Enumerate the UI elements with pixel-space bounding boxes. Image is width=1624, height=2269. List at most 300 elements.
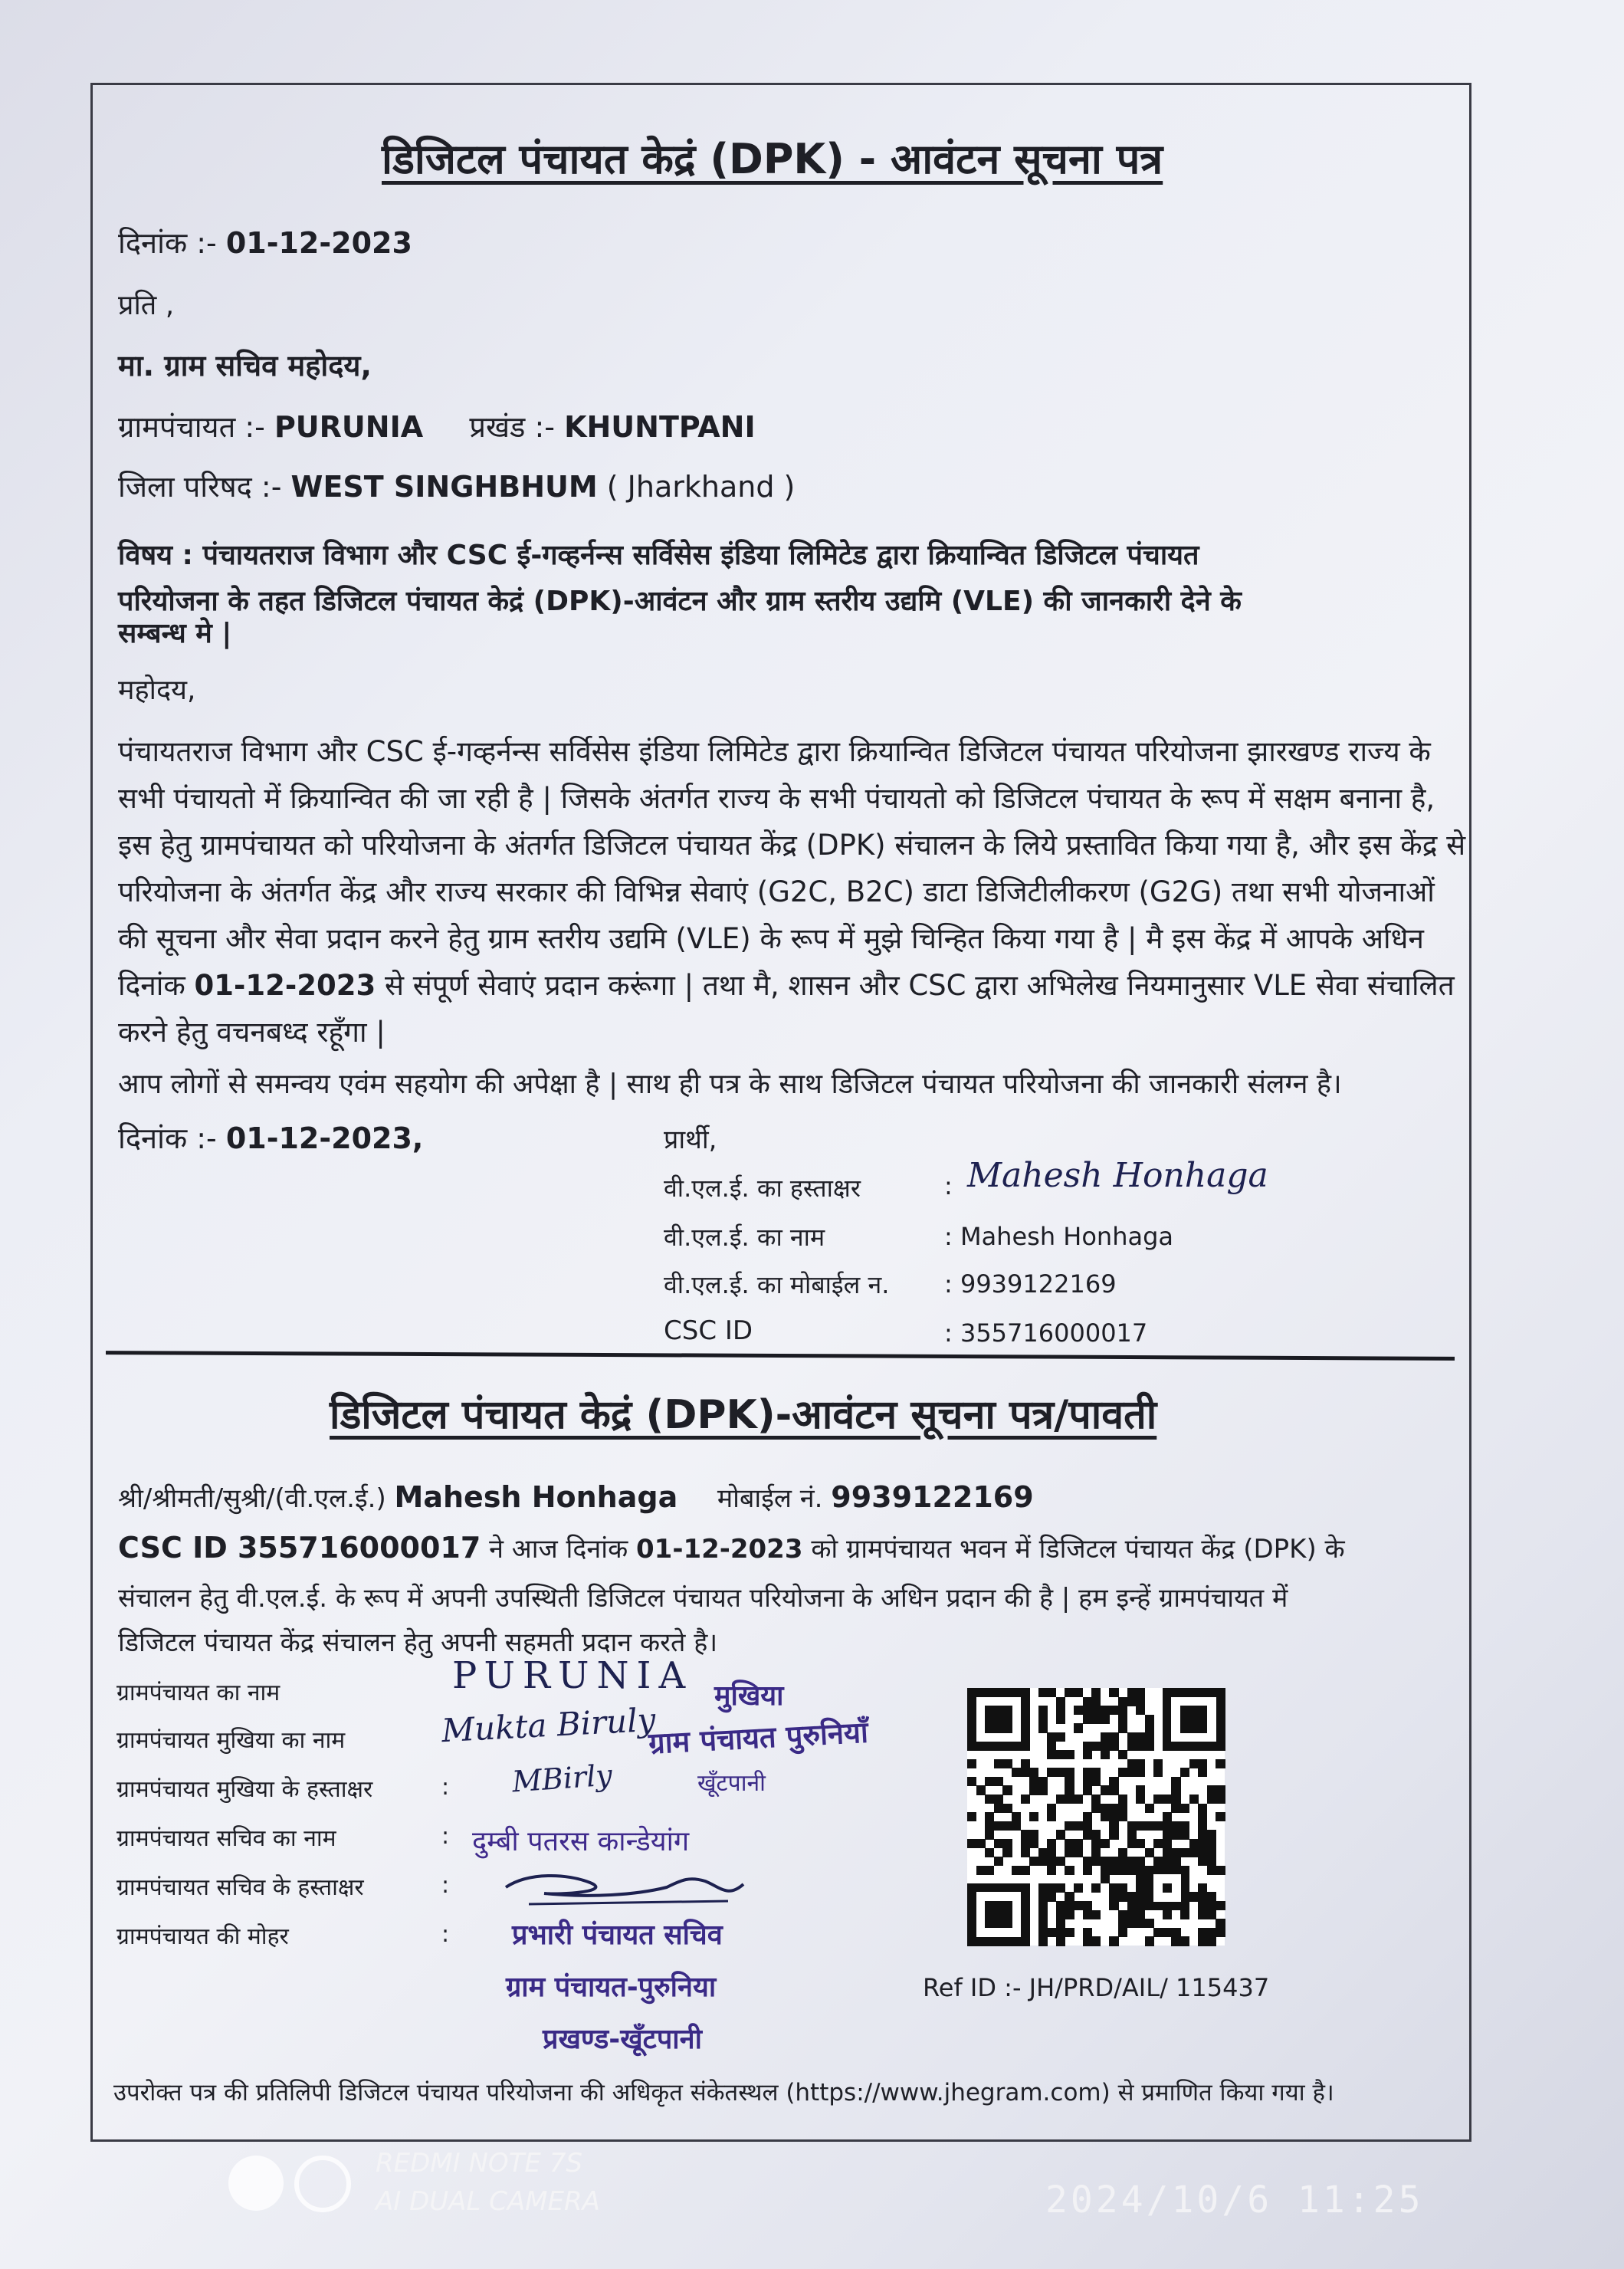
qr-module xyxy=(967,1759,976,1768)
qr-module xyxy=(1136,1697,1145,1706)
vle-mobile-value: : 9939122169 xyxy=(944,1269,1117,1299)
qr-module xyxy=(1163,1848,1172,1857)
qr-module xyxy=(985,1821,994,1831)
field-label-secretary-signature: ग्रामपंचायत सचिव के हस्ताक्षर xyxy=(116,1874,364,1901)
qr-module xyxy=(1198,1910,1207,1919)
qr-module xyxy=(1136,1768,1145,1777)
qr-module xyxy=(1109,1706,1118,1715)
qr-module xyxy=(1101,1750,1110,1759)
qr-module xyxy=(1056,1732,1065,1742)
qr-module xyxy=(1118,1866,1127,1875)
qr-module xyxy=(1047,1839,1056,1848)
qr-module xyxy=(1047,1883,1056,1893)
vle-mobile-label: वी.एल.ई. का मोबाईल न. xyxy=(664,1270,890,1299)
qr-module xyxy=(1180,1830,1189,1839)
qr-module xyxy=(1198,1928,1207,1937)
qr-module xyxy=(1118,1848,1127,1857)
qr-module xyxy=(1198,1821,1207,1831)
qr-module xyxy=(1101,1866,1110,1875)
qr-module xyxy=(1065,1750,1074,1759)
qr-module xyxy=(1180,1848,1189,1857)
qr-module xyxy=(1198,1883,1207,1893)
qr-module xyxy=(1065,1910,1074,1919)
qr-module xyxy=(1127,1910,1137,1919)
receipt-title: डिजिटल पंचायत केद्रं (DPK)-आवंटन सूचना पत्र/पावती xyxy=(330,1392,1157,1438)
qr-module xyxy=(994,1777,1003,1786)
qr-module xyxy=(1065,1821,1074,1831)
camera-mode: AI DUAL CAMERA xyxy=(376,2186,600,2217)
qr-module xyxy=(1038,1706,1048,1715)
qr-module xyxy=(1216,1901,1225,1910)
qr-module xyxy=(1021,1839,1030,1848)
qr-module xyxy=(1002,1759,1012,1768)
qr-module xyxy=(1065,1839,1074,1848)
qr-module xyxy=(1171,1785,1180,1795)
qr-module xyxy=(1153,1759,1163,1768)
qr-module xyxy=(1216,1812,1225,1821)
qr-module xyxy=(1163,1795,1172,1804)
field-label-secretary-name: ग्रामपंचायत सचिव का नाम xyxy=(116,1825,336,1852)
qr-module xyxy=(1056,1795,1065,1804)
secretary-signature xyxy=(498,1864,759,1910)
qr-module xyxy=(1012,1812,1021,1821)
qr-module xyxy=(1189,1848,1199,1857)
qr-module xyxy=(1136,1688,1145,1697)
qr-module xyxy=(1145,1848,1154,1857)
qr-module xyxy=(994,1795,1003,1804)
qr-module xyxy=(1163,1830,1172,1839)
qr-module xyxy=(1207,1928,1216,1937)
subject-line-1: विषय : पंचायतराज विभाग और CSC ई-गव्हर्नन्स सर्विसेस इंडिया लिमिटेड द्वारा क्रियान्वित डिजिटल पंचायत xyxy=(118,540,1199,571)
qr-module xyxy=(1047,1928,1056,1937)
qr-module xyxy=(1145,1715,1154,1724)
qr-module xyxy=(1109,1688,1118,1697)
qr-module xyxy=(1136,1910,1145,1919)
qr-module xyxy=(1074,1883,1083,1893)
receipt-line-3: डिजिटल पंचायत केंद्र संचालन हेतु अपनी सहमती प्रदान करते है। xyxy=(118,1627,718,1658)
qr-module xyxy=(1118,1804,1127,1813)
qr-module xyxy=(1136,1874,1145,1883)
qr-module xyxy=(1136,1901,1145,1910)
receipt-line-2: संचालन हेतु वी.एल.ई. के रूप में अपनी उपस्थिती डिजिटल पंचायत परियोजना के अधिन प्रदान की है | हम इन्हें ग्रामपंचायत में xyxy=(118,1583,1288,1614)
qr-module xyxy=(1198,1848,1207,1857)
qr-module xyxy=(1065,1892,1074,1901)
qr-module xyxy=(1198,1804,1207,1813)
qr-module xyxy=(1065,1901,1074,1910)
letter-body: पंचायतराज विभाग और CSC ई-गव्हर्नन्स सर्विसेस इंडिया लिमिटेड द्वारा क्रियान्वित डिजिटल पंचायत परियोजना झारखण्ड राज्य के सभी पंचायतो में क्रियान्वित की जा रही है | जिसके अंतर्गत राज्य के सभी पंचायतो को डिजिटल पंचायत के रूप में सक्षम बनाना है, इस हेतु ग्रामपंचायत को परियोजना के अंतर्गत डिजिटल पंचायत केंद्र (DPK) संचालन के लिये प्रस्तावित किया गया है, और इस केंद्र से परियोजना के अंतर्गत केंद्र और राज्य सरकार की विभिन्न सेवाएं (G2C, B2C) डाटा डिजिटीलीकरण (G2G) तथा सभी योजनाओं की सूचना और सेवा प्रदान करने हेतु ग्राम स्तरीय उद्यमि (VLE) के रूप में मुझे चिन्हित किया गया है | मै इस केंद्र में आपके अधिन दिनांक 01-12-2023 से संपूर्ण सेवाएं प्रदान करूंगा | तथा मै, शासन और CSC द्वारा अभिलेख नियमानुसार VLE सेवा संचालित करने हेतु वचनबध्द रहूँगा | xyxy=(118,735,1466,1049)
handwritten-mukhiya-name: Mukta Biruly xyxy=(440,1700,657,1750)
qr-module xyxy=(1109,1777,1118,1786)
qr-module xyxy=(1189,1795,1199,1804)
qr-module xyxy=(1029,1785,1038,1795)
qr-module xyxy=(1118,1919,1127,1928)
qr-module xyxy=(1021,1768,1030,1777)
vle-signature-colon: : xyxy=(944,1171,953,1200)
qr-module xyxy=(1198,1812,1207,1821)
qr-module xyxy=(1118,1706,1127,1715)
qr-module xyxy=(1127,1732,1137,1742)
qr-module xyxy=(1056,1928,1065,1937)
qr-module xyxy=(1083,1768,1092,1777)
qr-module xyxy=(1145,1821,1154,1831)
qr-module xyxy=(1083,1812,1092,1821)
qr-module xyxy=(1074,1901,1083,1910)
qr-module xyxy=(1101,1812,1110,1821)
qr-module xyxy=(1127,1892,1137,1901)
qr-module xyxy=(1198,1936,1207,1946)
qr-module xyxy=(1180,1936,1189,1946)
qr-module xyxy=(1118,1750,1127,1759)
qr-module xyxy=(985,1901,1012,1928)
qr-module xyxy=(1074,1821,1083,1831)
qr-module xyxy=(1065,1928,1074,1937)
vle-signature-label: वी.एल.ई. का हस्ताक्षर xyxy=(664,1174,861,1203)
qr-module xyxy=(1136,1785,1145,1795)
qr-module xyxy=(1207,1848,1216,1857)
qr-module xyxy=(1065,1785,1074,1795)
qr-module xyxy=(1091,1910,1101,1919)
qr-module xyxy=(1109,1936,1118,1946)
qr-module xyxy=(1216,1759,1225,1768)
qr-module xyxy=(1101,1706,1110,1715)
qr-module xyxy=(1056,1697,1065,1706)
field-label-mukhiya-signature: ग्रामपंचायत मुखिया के हस्ताक्षर xyxy=(116,1776,373,1803)
qr-module xyxy=(1171,1777,1180,1786)
salutation: महोदय, xyxy=(118,675,196,706)
qr-module xyxy=(1153,1839,1163,1848)
qr-module xyxy=(1091,1742,1101,1751)
qr-module xyxy=(1109,1901,1118,1910)
camera-model: REDMI NOTE 7S xyxy=(376,2148,582,2179)
qr-module xyxy=(1109,1804,1118,1813)
qr-module xyxy=(1083,1901,1092,1910)
qr-module xyxy=(1163,1812,1172,1821)
qr-module xyxy=(1029,1777,1038,1786)
qr-module xyxy=(1101,1732,1110,1742)
csc-id-label: CSC ID xyxy=(664,1315,753,1346)
qr-module xyxy=(985,1830,994,1839)
camera-lens-icon xyxy=(228,2156,284,2211)
qr-module xyxy=(1038,1901,1048,1910)
qr-module xyxy=(1083,1910,1092,1919)
qr-module xyxy=(1136,1759,1145,1768)
qr-module xyxy=(1153,1821,1163,1831)
qr-module xyxy=(1056,1768,1065,1777)
qr-module xyxy=(1074,1688,1083,1697)
qr-module xyxy=(1029,1839,1038,1848)
stamp-secretary-block: प्रखण्ड-खूँटपानी xyxy=(543,2024,702,2055)
qr-module xyxy=(1189,1839,1199,1848)
qr-module xyxy=(1198,1768,1207,1777)
qr-module xyxy=(1171,1936,1180,1946)
qr-module xyxy=(1047,1848,1056,1857)
qr-module xyxy=(1198,1901,1207,1910)
qr-module xyxy=(1101,1857,1110,1866)
qr-module xyxy=(1198,1839,1207,1848)
qr-module xyxy=(1118,1768,1127,1777)
qr-module xyxy=(1163,1857,1172,1866)
colon: : xyxy=(441,1921,450,1948)
qr-module xyxy=(1083,1697,1092,1706)
qr-module xyxy=(1145,1936,1154,1946)
qr-module xyxy=(1038,1883,1048,1893)
qr-module xyxy=(1180,1768,1189,1777)
qr-module xyxy=(1127,1866,1137,1875)
qr-module xyxy=(1083,1750,1092,1759)
qr-module xyxy=(1136,1857,1145,1866)
qr-module xyxy=(1136,1742,1145,1751)
qr-module xyxy=(1171,1795,1180,1804)
qr-module xyxy=(1145,1804,1154,1813)
vle-name-value: : Mahesh Honhaga xyxy=(944,1222,1173,1251)
qr-module xyxy=(1171,1928,1180,1937)
qr-code xyxy=(967,1688,1225,1946)
qr-module xyxy=(1091,1848,1101,1857)
qr-module xyxy=(1065,1688,1074,1697)
colon: : xyxy=(441,1872,450,1899)
stamp-secretary-panchayat: ग्राम पंचायत-पुरुनिया xyxy=(506,1972,717,2003)
qr-module xyxy=(1207,1936,1216,1946)
qr-module xyxy=(1002,1839,1012,1848)
qr-module xyxy=(1029,1830,1038,1839)
qr-module xyxy=(1118,1883,1127,1893)
qr-module xyxy=(1101,1785,1110,1795)
qr-module xyxy=(1091,1795,1101,1804)
qr-module xyxy=(1136,1919,1145,1928)
qr-module xyxy=(1056,1936,1065,1946)
qr-module xyxy=(1021,1795,1030,1804)
qr-module xyxy=(1038,1777,1048,1786)
field-label-mukhiya-name: ग्रामपंचायत मुखिया का नाम xyxy=(116,1727,346,1754)
qr-module xyxy=(1047,1804,1056,1813)
qr-module xyxy=(994,1839,1003,1848)
vle-signature: Mahesh Honhaga xyxy=(967,1156,1268,1195)
qr-module xyxy=(1056,1857,1065,1866)
qr-module xyxy=(1207,1857,1216,1866)
qr-module xyxy=(1083,1928,1092,1937)
qr-module xyxy=(1171,1857,1180,1866)
qr-module xyxy=(1065,1795,1074,1804)
qr-module xyxy=(1091,1777,1101,1786)
qr-module xyxy=(1207,1910,1216,1919)
colon: : xyxy=(441,1774,450,1801)
qr-module xyxy=(1136,1866,1145,1875)
qr-module xyxy=(1216,1928,1225,1937)
qr-module xyxy=(1127,1821,1137,1831)
qr-module xyxy=(1038,1910,1048,1919)
qr-module xyxy=(1083,1821,1092,1831)
qr-module xyxy=(985,1795,994,1804)
qr-module xyxy=(1047,1857,1056,1866)
qr-module xyxy=(1163,1910,1172,1919)
qr-module xyxy=(1038,1715,1048,1724)
stamp-mukhiya-panchayat: ग्राम पंचायत पुरुनियाँ xyxy=(648,1715,869,1761)
qr-module xyxy=(1153,1928,1163,1937)
qr-module xyxy=(1091,1883,1101,1893)
vle-name-label: वी.एल.ई. का नाम xyxy=(664,1223,825,1252)
qr-module xyxy=(1012,1866,1021,1875)
qr-module xyxy=(1118,1723,1127,1732)
qr-module xyxy=(1180,1821,1189,1831)
qr-module xyxy=(1118,1857,1127,1866)
qr-module xyxy=(985,1812,994,1821)
qr-module xyxy=(1091,1715,1101,1724)
qr-module xyxy=(1136,1883,1145,1893)
qr-module xyxy=(1002,1785,1012,1795)
qr-module xyxy=(1047,1812,1056,1821)
qr-module xyxy=(1127,1839,1137,1848)
qr-module xyxy=(1047,1768,1056,1777)
qr-module xyxy=(1101,1874,1110,1883)
qr-module xyxy=(1109,1857,1118,1866)
qr-module xyxy=(1145,1742,1154,1751)
qr-module xyxy=(1118,1812,1127,1821)
qr-module xyxy=(1056,1706,1065,1715)
qr-module xyxy=(1083,1866,1092,1875)
qr-module xyxy=(1038,1848,1048,1857)
qr-module xyxy=(985,1777,994,1786)
qr-module xyxy=(1065,1848,1074,1857)
qr-module xyxy=(1091,1936,1101,1946)
camera-lens-icon xyxy=(294,2156,351,2212)
qr-module xyxy=(1189,1759,1199,1768)
qr-module xyxy=(1047,1742,1056,1751)
qr-module xyxy=(967,1777,976,1786)
letter-closing: आप लोगों से समन्वय एवंम सहयोग की अपेक्षा है | साथ ही पत्र के साथ डिजिटल पंचायत परियोजना की जानकारी संलग्न है। xyxy=(118,1069,1342,1100)
qr-module xyxy=(1012,1768,1021,1777)
photo-timestamp: 2024/10/6 11:25 xyxy=(1045,2179,1424,2221)
qr-module xyxy=(1198,1892,1207,1901)
qr-module xyxy=(1207,1795,1216,1804)
qr-module xyxy=(1101,1839,1110,1848)
qr-module xyxy=(1038,1785,1048,1795)
qr-module xyxy=(1056,1901,1065,1910)
qr-module xyxy=(1029,1768,1038,1777)
qr-module xyxy=(1118,1795,1127,1804)
qr-module xyxy=(1074,1706,1083,1715)
qr-module xyxy=(1065,1777,1074,1786)
qr-module xyxy=(1207,1839,1216,1848)
qr-module xyxy=(1083,1777,1092,1786)
field-label-seal: ग्रामपंचायत की मोहर xyxy=(116,1923,289,1950)
qr-module xyxy=(1083,1785,1092,1795)
qr-module xyxy=(1127,1830,1137,1839)
qr-module xyxy=(1136,1795,1145,1804)
qr-module xyxy=(1047,1732,1056,1742)
qr-module xyxy=(1012,1821,1021,1831)
qr-module xyxy=(1216,1866,1225,1875)
qr-module xyxy=(985,1848,994,1857)
receipt-line-1: CSC ID 355716000017 ने आज दिनांक 01-12-2023 को ग्रामपंचायत भवन में डिजिटल पंचायत केंद्र (DPK) के xyxy=(118,1531,1345,1565)
qr-module xyxy=(1074,1839,1083,1848)
qr-module xyxy=(1171,1830,1180,1839)
qr-module xyxy=(1118,1910,1127,1919)
qr-module xyxy=(1047,1750,1056,1759)
qr-module xyxy=(1029,1812,1038,1821)
letter-addressee: मा. ग्राम सचिव महोदय, xyxy=(118,349,372,383)
qr-module xyxy=(1074,1795,1083,1804)
subject-line-3: सम्बन्ध मे | xyxy=(118,618,232,649)
qr-module xyxy=(1083,1936,1092,1946)
qr-module xyxy=(1109,1892,1118,1901)
qr-module xyxy=(1109,1785,1118,1795)
receipt-person-line: श्री/श्रीमती/सुश्री/(वी.एल.ई.) Mahesh Honhaga मोबाईल नं. 9939122169 xyxy=(118,1480,1034,1514)
qr-module xyxy=(1038,1857,1048,1866)
qr-module xyxy=(1056,1715,1065,1724)
qr-module xyxy=(1136,1732,1145,1742)
qr-module xyxy=(1047,1688,1056,1697)
qr-module xyxy=(1056,1750,1065,1759)
qr-module xyxy=(994,1804,1003,1813)
qr-module xyxy=(1216,1795,1225,1804)
qr-module xyxy=(1109,1821,1118,1831)
qr-module xyxy=(1021,1866,1030,1875)
qr-module xyxy=(1101,1804,1110,1813)
qr-module xyxy=(976,1839,986,1848)
qr-module xyxy=(1091,1857,1101,1866)
qr-module xyxy=(1145,1919,1154,1928)
qr-module xyxy=(1118,1892,1127,1901)
qr-module xyxy=(1109,1732,1118,1742)
qr-module xyxy=(1118,1697,1127,1706)
qr-module xyxy=(1136,1821,1145,1831)
qr-module xyxy=(1065,1768,1074,1777)
qr-module xyxy=(1056,1883,1065,1893)
qr-module xyxy=(1083,1715,1092,1724)
qr-module xyxy=(1145,1723,1154,1732)
qr-module xyxy=(1091,1768,1101,1777)
qr-module xyxy=(1021,1759,1030,1768)
applicant-label: प्रार्थी, xyxy=(664,1125,717,1155)
stamp-mukhiya-block: खूँटपानी xyxy=(697,1770,766,1797)
qr-module xyxy=(1065,1866,1074,1875)
reference-id: Ref ID :- JH/PRD/AIL/ 115437 xyxy=(923,1973,1270,2002)
qr-module xyxy=(1163,1839,1172,1848)
qr-module xyxy=(1163,1821,1172,1831)
qr-module xyxy=(1083,1742,1092,1751)
qr-module xyxy=(1198,1830,1207,1839)
qr-module xyxy=(1171,1848,1180,1857)
qr-module xyxy=(1127,1857,1137,1866)
subject-line-2: परियोजना के तहत डिजिटल पंचायत केद्रं (DPK)-आवंटन और ग्राम स्तरीय उद्यमि (VLE) की जानकारी देने के xyxy=(118,586,1242,617)
qr-module xyxy=(1109,1742,1118,1751)
qr-module xyxy=(1136,1706,1145,1715)
verification-footer: उपरोक्त पत्र की प्रतिलिपी डिजिटल पंचायत परियोजना की अधिकृत संकेतस्थल (https://www.jhegram.com) से प्रमाणित किया गया है। xyxy=(113,2079,1334,2106)
qr-module xyxy=(1207,1901,1216,1910)
qr-module xyxy=(1136,1892,1145,1901)
qr-module xyxy=(1207,1785,1216,1795)
qr-module xyxy=(1101,1742,1110,1751)
qr-module xyxy=(1056,1910,1065,1919)
qr-module xyxy=(1002,1848,1012,1857)
letter-title: डिजिटल पंचायत केद्रं (DPK) - आवंटन सूचना पत्र xyxy=(382,135,1163,183)
qr-module xyxy=(1163,1928,1172,1937)
qr-module xyxy=(1118,1715,1127,1724)
qr-module xyxy=(1091,1830,1101,1839)
qr-module xyxy=(1153,1857,1163,1866)
qr-module xyxy=(1021,1848,1030,1857)
letter-to: प्रति , xyxy=(118,290,175,321)
qr-module xyxy=(994,1759,1003,1768)
qr-module xyxy=(967,1839,976,1848)
qr-module xyxy=(1021,1830,1030,1839)
qr-module xyxy=(1127,1759,1137,1768)
qr-module xyxy=(1083,1830,1092,1839)
qr-module xyxy=(1180,1804,1189,1813)
letter-date: दिनांक :- 01-12-2023 xyxy=(118,226,412,260)
qr-module xyxy=(1127,1688,1137,1697)
qr-module xyxy=(1109,1812,1118,1821)
